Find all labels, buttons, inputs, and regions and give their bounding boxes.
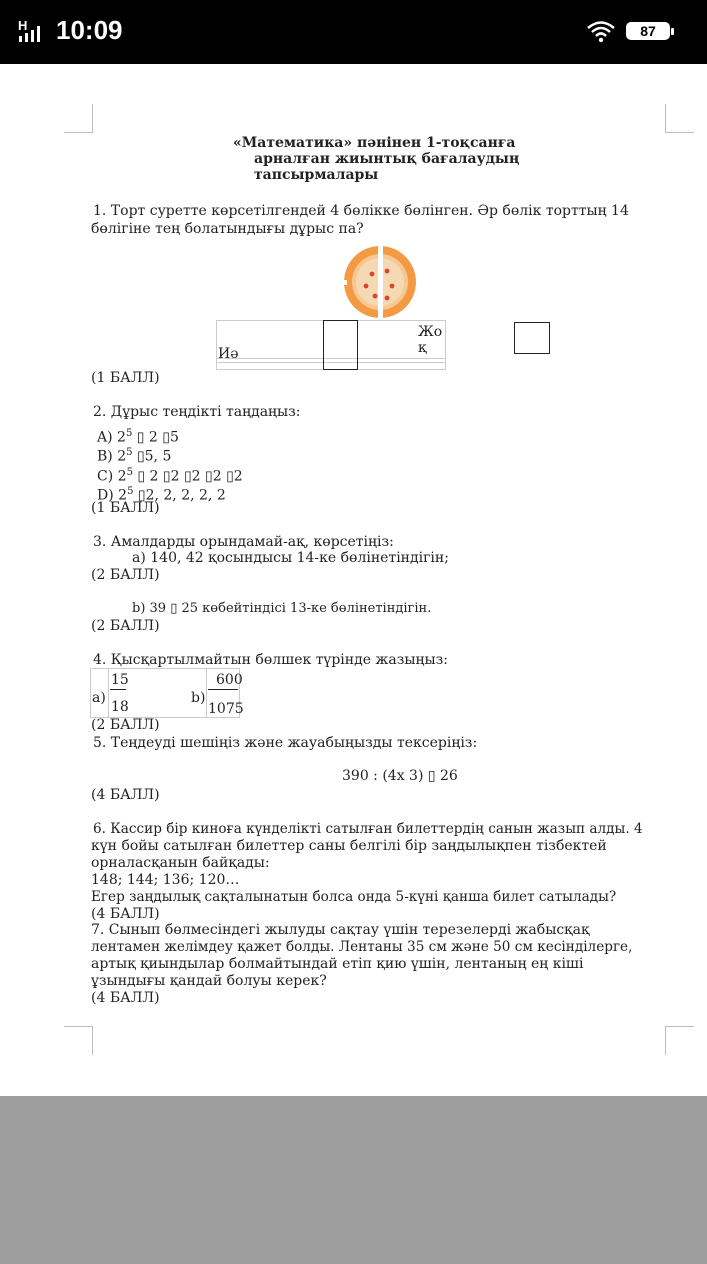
table-rule <box>445 320 446 370</box>
svg-text:H: H <box>18 18 28 33</box>
q2-option: B) $2^5$ ▯5, 5 <box>97 447 172 465</box>
score-label: (2 БАЛЛ) <box>91 717 160 733</box>
q7-text: 7. Сынып бөлмесіндегі жылуды сақтау үшін терезелерді жабысқақ <box>91 922 590 938</box>
q6-text: күн бойы сатылған билеттер саны белгілі бір заңдылықпен тізбектей <box>91 838 607 854</box>
answer-yes-checkbox[interactable] <box>323 320 358 370</box>
q1-text: бөлігіне тең болатындығы дұрыс па? <box>91 221 364 237</box>
wifi-icon <box>586 20 616 44</box>
q7-text: ұзындығы қандай болуы керек? <box>91 973 327 989</box>
q7-text: артық қиындылар болмайтындай етіп қию үшін, лентаның ең кіші <box>91 956 584 972</box>
crop-mark <box>64 104 93 133</box>
fraction-a-denominator: 18 <box>111 699 129 715</box>
answer-no-label: қ <box>418 340 427 356</box>
q1-text: 1. Торт суретте көрсетілгендей 4 бөлікке бөлінген. Әр бөлік торттың 14 <box>93 203 629 219</box>
q2-option: A) $2^5$ ▯ 2 ▯5 <box>97 428 179 446</box>
fraction-bar <box>208 689 238 690</box>
table-rule <box>90 668 91 718</box>
q6-text: 148; 144; 136; 120… <box>91 872 240 888</box>
q6-text: 6. Кассир бір киноға күнделікті сатылған билеттердің санын жазып алды. 4 <box>93 821 643 837</box>
clock: 10:09 <box>56 15 123 45</box>
doc-title-line: тапсырмалары <box>254 167 379 183</box>
score-label: (2 БАЛЛ) <box>91 618 160 634</box>
q5-text: 5. Теңдеуді шешіңіз және жауабыңызды тексеріңіз: <box>93 735 478 751</box>
crop-mark <box>665 1026 694 1055</box>
fraction-a-label: a) <box>92 690 106 706</box>
battery-indicator: 87 <box>626 22 670 40</box>
fraction-a-numerator: 15 <box>111 672 129 688</box>
score-label: (1 БАЛЛ) <box>91 500 160 516</box>
q2-option: C) $2^5$ ▯ 2 ▯2 ▯2 ▯2 ▯2 <box>97 467 243 485</box>
q2-option: D) $2^5$ ▯2, 2, 2, 2, 2 <box>97 486 226 504</box>
fraction-b-numerator: 600 <box>216 672 243 688</box>
answer-no-checkbox[interactable] <box>514 322 550 354</box>
cake-icon <box>342 244 418 320</box>
answer-no-label: Жо <box>418 324 443 340</box>
fraction-b-denominator: 1075 <box>208 701 244 717</box>
fraction-b-label: b) <box>191 690 206 706</box>
q6-text: Егер заңдылық сақталынатын болса онда 5-күні қанша билет сатылады? <box>91 889 617 905</box>
answer-yes-label: Иә <box>218 346 239 362</box>
score-label: (4 БАЛЛ) <box>91 787 160 803</box>
doc-title-line: арналған жиынтық бағалаудың <box>254 151 520 167</box>
score-label: (4 БАЛЛ) <box>91 990 160 1006</box>
q6-text: орналасқанын байқады: <box>91 855 270 871</box>
score-label: (4 БАЛЛ) <box>91 906 160 922</box>
crop-mark <box>64 1026 93 1055</box>
signal-icon <box>18 18 48 44</box>
score-label: (2 БАЛЛ) <box>91 567 160 583</box>
table-rule <box>108 668 109 718</box>
status-bar <box>0 0 707 64</box>
equation: 390 : (4x 3) ▯ 26 <box>342 768 458 784</box>
doc-title-line: «Математика» пәнінен 1-тоқсанға <box>233 135 516 151</box>
table-rule <box>206 668 207 718</box>
q3-item-a: a) 140, 42 қосындысы 14-ке бөлінетіндігін; <box>132 550 449 566</box>
q4-text: 4. Қысқартылмайтын бөлшек түрінде жазыңыз: <box>93 652 448 668</box>
q3-text: 3. Амалдарды орындамай-ақ, көрсетіңіз: <box>93 534 394 550</box>
q7-text: лентамен желімдеу қажет болды. Лентаны 35 см және 50 см кесінділерге, <box>91 939 633 955</box>
table-rule <box>90 668 240 669</box>
q2-text: 2. Дұрыс теңдікті таңдаңыз: <box>93 404 301 420</box>
fraction-bar <box>110 689 126 690</box>
q3-item-b: b) 39 ▯ 25 көбейтіндісі 13-ке бөлінетіндігін. <box>132 601 432 616</box>
crop-mark <box>665 104 694 133</box>
table-rule <box>216 320 217 370</box>
score-label: (1 БАЛЛ) <box>91 370 160 386</box>
